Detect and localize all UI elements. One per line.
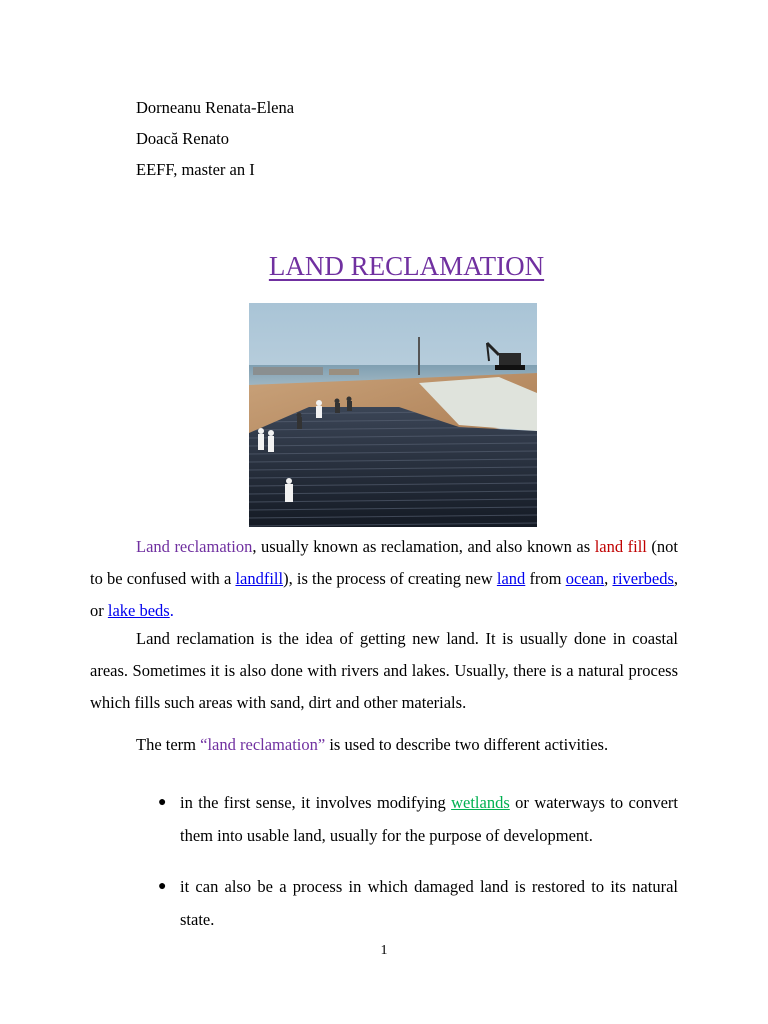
bullet-item-2 (158, 870, 678, 936)
paragraph-definition (90, 531, 678, 627)
para1-text-2: (not to be confused with a (90, 537, 679, 588)
term-land-reclamation-quoted: “land reclamation” (200, 735, 326, 754)
link-land[interactable]: land (496, 569, 526, 588)
author-name-2: Doacă Renato (136, 129, 229, 148)
bullet-item-1 (158, 786, 678, 852)
link-landfill[interactable]: landfill (235, 569, 284, 588)
para1-text-6: , or (90, 569, 678, 620)
link-lake-beds[interactable]: lake beds (107, 601, 170, 620)
para1-text-7: . (169, 601, 174, 620)
author-block (136, 92, 294, 185)
link-ocean[interactable]: ocean (565, 569, 605, 588)
document-title: LAND RECLAMATION (268, 251, 545, 281)
term-land-reclamation: Land reclamation (136, 537, 253, 556)
paragraph-idea: Land reclamation is the idea of getting new land. It is usually done in coastal areas. Sometimes it is also done with rivers and lakes. Usually, there is a natural process which fills such areas with sand, dirt and other materials. (90, 629, 678, 712)
para3-text-1: The term (136, 735, 201, 754)
land-reclamation-photo (249, 303, 537, 527)
bullet1-text-2: or waterways to convert them into usable land, usually for the purpose of development. (180, 793, 678, 845)
page-number: 1 (380, 943, 388, 958)
term-land-fill: land fill (594, 537, 647, 556)
para1-text-3: ), is the process of creating new (283, 569, 497, 588)
bullet1-text-1: in the first sense, it involves modifying (180, 793, 452, 812)
para3-text-2: is used to describe two different activities. (325, 735, 609, 754)
paragraph-term (136, 735, 608, 755)
bullet-icon: ● (158, 795, 167, 810)
author-affiliation: EEFF, master an I (136, 160, 255, 179)
para1-text-1: , usually known as reclamation, and also known as (252, 537, 595, 556)
bullet-icon: ● (158, 879, 167, 894)
para1-text-4: from (525, 569, 566, 588)
link-riverbeds[interactable]: riverbeds (612, 569, 674, 588)
link-wetlands[interactable]: wetlands (451, 793, 510, 812)
bullet2-text: it can also be a process in which damaged land is restored to its natural state. (180, 877, 678, 929)
author-name-1: Dorneanu Renata-Elena (136, 98, 295, 117)
para1-text-5: , (604, 569, 613, 588)
